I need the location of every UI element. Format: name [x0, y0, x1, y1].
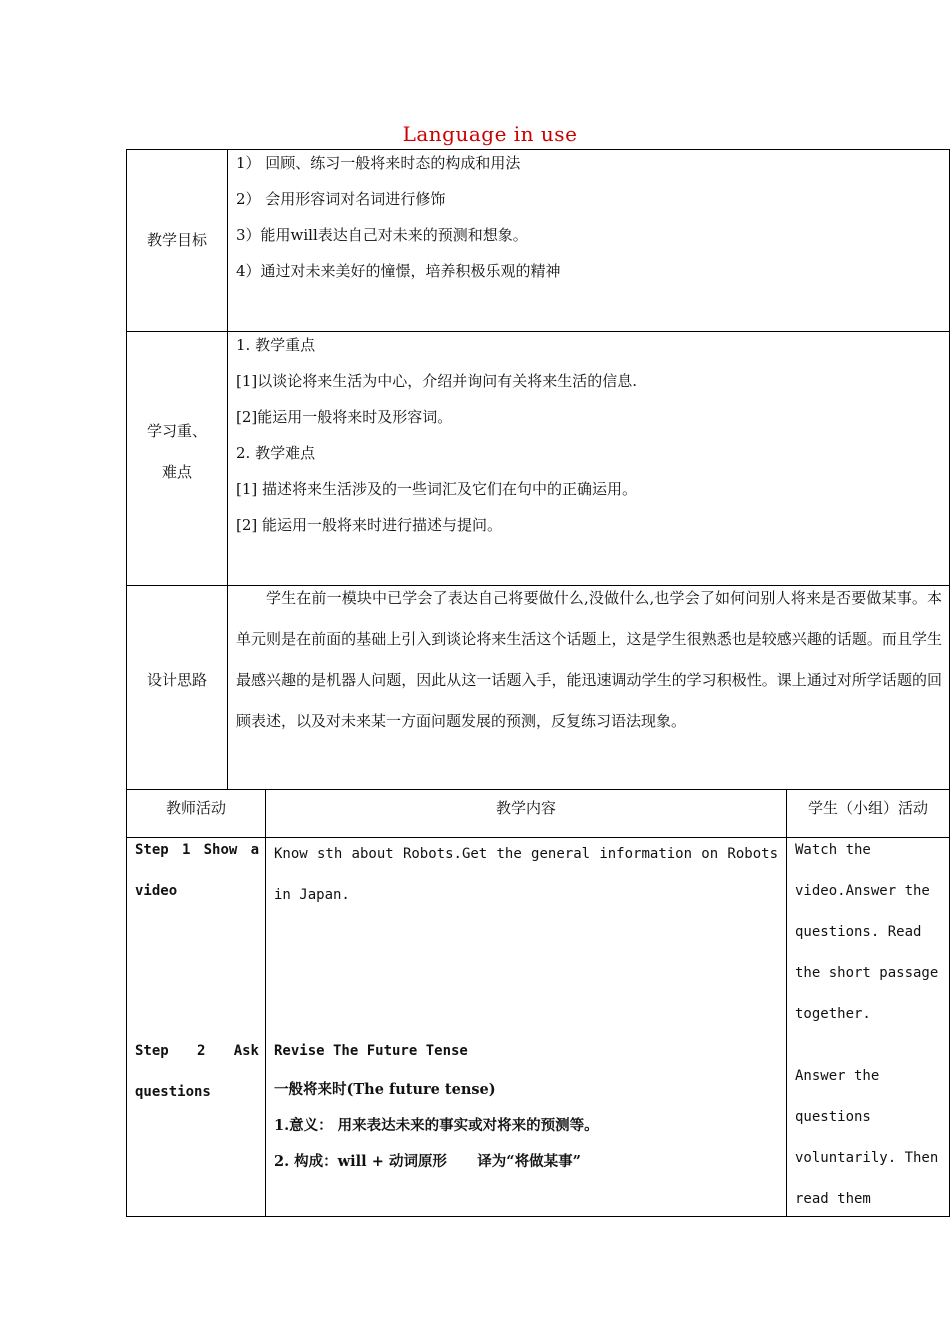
step1-student-line: questions. Read — [795, 924, 922, 940]
step1-student-line: Watch the — [795, 842, 871, 858]
step2-student-line: questions — [795, 1109, 871, 1125]
key-point-item: 1. 教学重点 — [236, 336, 316, 354]
step2-student-line: voluntarily. Then — [795, 1150, 939, 1166]
step2-content-line: 2. 构成：will + 动词原形 译为“将做某事” — [274, 1153, 581, 1170]
step2-content-line: 一般将来时(The future tense) — [274, 1081, 496, 1098]
key-point-item: 2. 教学难点 — [236, 444, 316, 462]
design-label: 设计思路 — [146, 671, 207, 689]
key-points-label: 学习重、 — [146, 422, 207, 440]
step1-student-line: together. — [795, 1006, 871, 1022]
header-student: 学生（小组）活动 — [807, 799, 928, 817]
step2-content-line: Revise The Future Tense — [274, 1043, 468, 1059]
step2-student-line: Answer the — [795, 1068, 880, 1084]
step1-student-line: video.Answer the — [795, 883, 930, 899]
step2-label: Step 2 Ask — [135, 1043, 259, 1059]
objectives-label: 教学目标 — [146, 231, 207, 249]
step1-label: video — [135, 883, 178, 899]
page-title: Language in use — [402, 122, 578, 146]
objective-item: 1） 回顾、练习一般将来时态的构成和用法 — [236, 154, 521, 172]
step2-student-line: read them — [795, 1191, 871, 1207]
objective-item: 3）能用will表达自己对未来的预测和想象。 — [236, 226, 528, 244]
key-point-item: [2]能运用一般将来时及形容词。 — [236, 408, 453, 426]
key-points-label: 难点 — [161, 463, 192, 481]
step2-content-line: 1.意义： 用来表达未来的事实或对将来的预测等。 — [274, 1117, 599, 1134]
key-point-item: [2] 能运用一般将来时进行描述与提问。 — [236, 516, 503, 534]
header-content: 教学内容 — [495, 799, 556, 817]
key-point-item: [1]以谈论将来生活为中心，介绍并询问有关将来生活的信息. — [236, 372, 638, 390]
step1-content: Know sth about Robots.Get the general information on Robots in Japan. — [274, 846, 778, 903]
step2-label: questions — [135, 1084, 211, 1100]
step2-student — [795, 1056, 945, 1220]
step1-student — [795, 830, 945, 1035]
key-point-item: [1] 描述将来生活涉及的一些词汇及它们在句中的正确运用。 — [236, 480, 638, 498]
step1-label: Step 1 Show a — [135, 842, 259, 858]
step1-student-line: the short passage — [795, 965, 939, 981]
objective-item: 4）通过对未来美好的憧憬，培养积极乐观的精神 — [236, 262, 561, 280]
design-text: 学生在前一模块中已学会了表达自己将要做什么,没做什么,也学会了如何问别人将来是否要做某事。本单元则是在前面的基础上引入到谈论将来生活这个话题上，这是学生很熟悉也是较感兴趣的话题。而且学生最感兴趣的是机器人问题，因此从这一话题入手，能迅速调动学生的学习积极性。课上通过对所学话题的回顾表述，以及对未来某一方面问题发展的预测，反复练习语法现象。 — [236, 589, 942, 730]
objective-item: 2） 会用形容词对名词进行修饰 — [236, 190, 446, 208]
header-teacher: 教师活动 — [165, 799, 226, 817]
